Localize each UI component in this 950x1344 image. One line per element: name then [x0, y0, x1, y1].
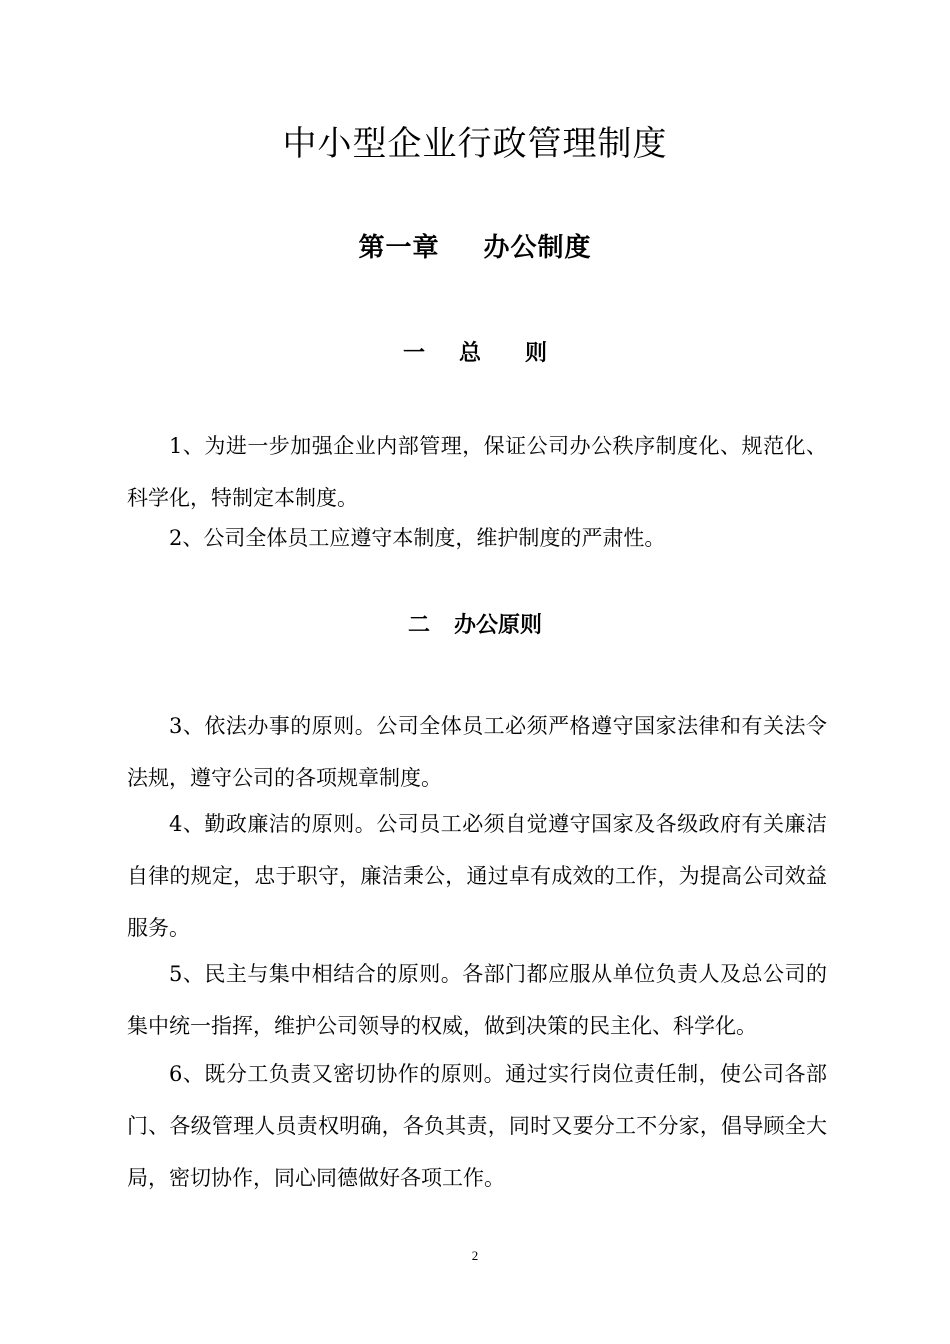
section-name: 办公原则	[454, 613, 543, 638]
paragraph-5: 5、民主与集中相结合的原则。各部门都应服从单位负责人及总公司的集中统一指挥，维护公司领导的权威，做到决策的民主化、科学化。	[127, 962, 827, 1038]
page-number: 2	[471, 1248, 479, 1263]
chapter-number: 第一章	[358, 233, 440, 263]
paragraph-3: 3、依法办事的原则。公司全体员工必须严格遵守国家法律和有关法令法规，遵守公司的各项规章制度。	[127, 714, 827, 790]
paragraph-1: 1、为进一步加强企业内部管理，保证公司办公秩序制度化、规范化、科学化，特制定本制度。	[127, 434, 827, 510]
section-name-part: 则	[525, 341, 548, 366]
chapter-name: 办公制度	[483, 233, 592, 263]
document-title: 中小型企业行政管理制度	[282, 124, 668, 164]
section-number: 一	[402, 341, 425, 366]
section-heading-principles	[0, 606, 950, 646]
section-name-part: 总	[458, 341, 481, 366]
paragraph-6: 6、既分工负责又密切协作的原则。通过实行岗位责任制，使公司各部门、各级管理人员责权明确，各负其责，同时又要分工不分家，倡导顾全大局，密切协作，同心同德做好各项工作。	[127, 1062, 827, 1190]
section-heading-general	[0, 334, 950, 374]
section-number: 二	[407, 613, 430, 638]
paragraph-4: 4、勤政廉洁的原则。公司员工必须自觉遵守国家及各级政府有关廉洁自律的规定，忠于职守，廉洁秉公，通过卓有成效的工作，为提高公司效益服务。	[127, 812, 827, 940]
chapter-heading	[0, 226, 950, 270]
paragraph-2: 2、公司全体员工应遵守本制度，维护制度的严肃性。	[169, 526, 666, 550]
